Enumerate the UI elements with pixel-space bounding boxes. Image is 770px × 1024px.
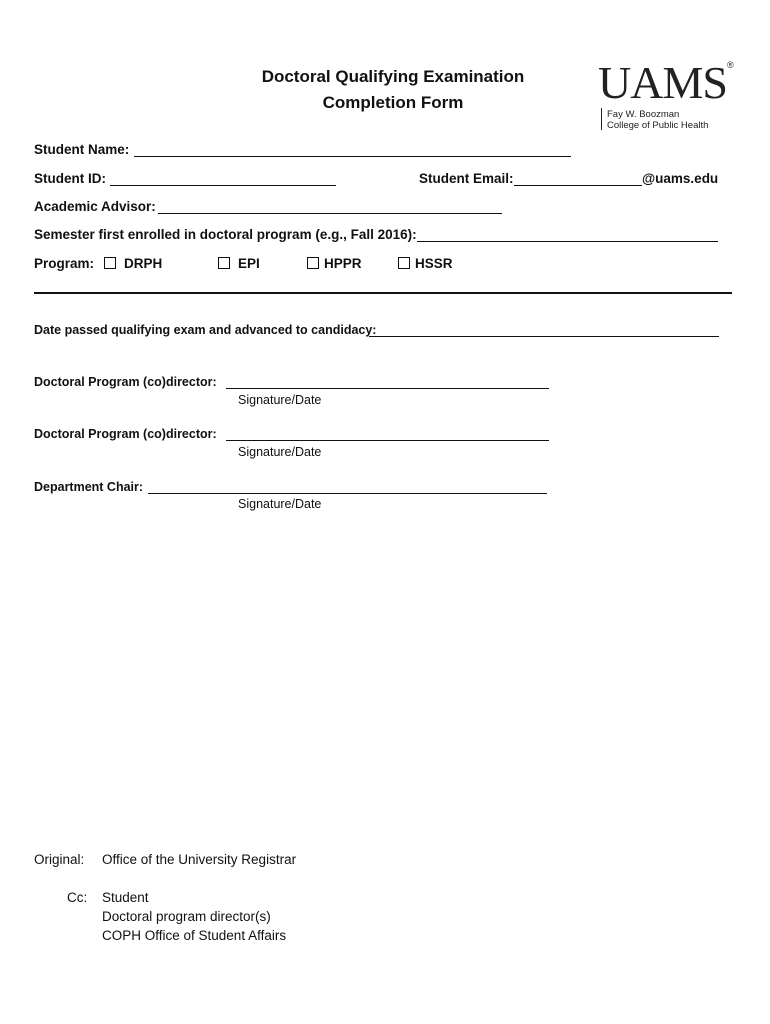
original-value: Office of the University Registrar xyxy=(102,852,297,867)
logo-divider xyxy=(601,108,602,130)
student-name-field[interactable] xyxy=(134,156,571,157)
cc-label: Cc: xyxy=(67,890,88,905)
form-title-line2: Completion Form xyxy=(322,93,464,112)
program-option-drph[interactable]: DRPH xyxy=(104,256,162,271)
director1-signature-field[interactable] xyxy=(226,388,549,389)
chair-signature-field[interactable] xyxy=(148,493,547,494)
director2-label: Doctoral Program (co)director: xyxy=(34,427,217,441)
director2-caption: Signature/Date xyxy=(238,445,322,459)
academic-advisor-field[interactable] xyxy=(158,213,502,214)
program-option-hssr[interactable]: HSSR xyxy=(398,256,453,271)
semester-label: Semester first enrolled in doctoral program (e.g., Fall 2016): xyxy=(34,227,417,242)
logo-subtitle-1: Fay W. Boozman xyxy=(607,109,680,120)
checkbox-hssr[interactable] xyxy=(398,257,410,269)
cc-item: COPH Office of Student Affairs xyxy=(102,928,287,943)
program-label: Program: xyxy=(34,256,95,271)
logo-registered-mark: ® xyxy=(726,60,734,70)
academic-advisor-label: Academic Advisor: xyxy=(34,199,156,214)
email-domain: @uams.edu xyxy=(642,171,719,186)
date-passed-field[interactable] xyxy=(369,336,719,337)
director1-caption: Signature/Date xyxy=(238,393,322,407)
section-divider xyxy=(34,292,732,294)
uams-logo xyxy=(598,57,734,108)
logo-wordmark: UAMS xyxy=(598,57,727,108)
checkbox-drph[interactable] xyxy=(104,257,116,269)
checkbox-epi[interactable] xyxy=(218,257,230,269)
student-email-label: Student Email: xyxy=(419,171,514,186)
student-email-field[interactable] xyxy=(514,185,642,186)
cc-item: Student xyxy=(102,890,149,905)
student-name-label: Student Name: xyxy=(34,142,130,157)
logo-subtitle-2: College of Public Health xyxy=(607,120,709,131)
cc-item: Doctoral program director(s) xyxy=(102,909,271,924)
student-id-label: Student ID: xyxy=(34,171,106,186)
student-id-field[interactable] xyxy=(110,185,336,186)
form-title-line1: Doctoral Qualifying Examination xyxy=(261,67,525,86)
chair-label: Department Chair: xyxy=(34,480,144,494)
checkbox-hppr[interactable] xyxy=(307,257,319,269)
program-option-hppr[interactable]: HPPR xyxy=(307,256,362,271)
original-label: Original: xyxy=(34,852,85,867)
date-passed-label: Date passed qualifying exam and advanced to candidacy: xyxy=(34,323,377,337)
director2-signature-field[interactable] xyxy=(226,440,549,441)
chair-caption: Signature/Date xyxy=(238,497,322,511)
director1-label: Doctoral Program (co)director: xyxy=(34,375,217,389)
semester-field[interactable] xyxy=(417,241,718,242)
program-option-epi[interactable]: EPI xyxy=(218,256,260,271)
